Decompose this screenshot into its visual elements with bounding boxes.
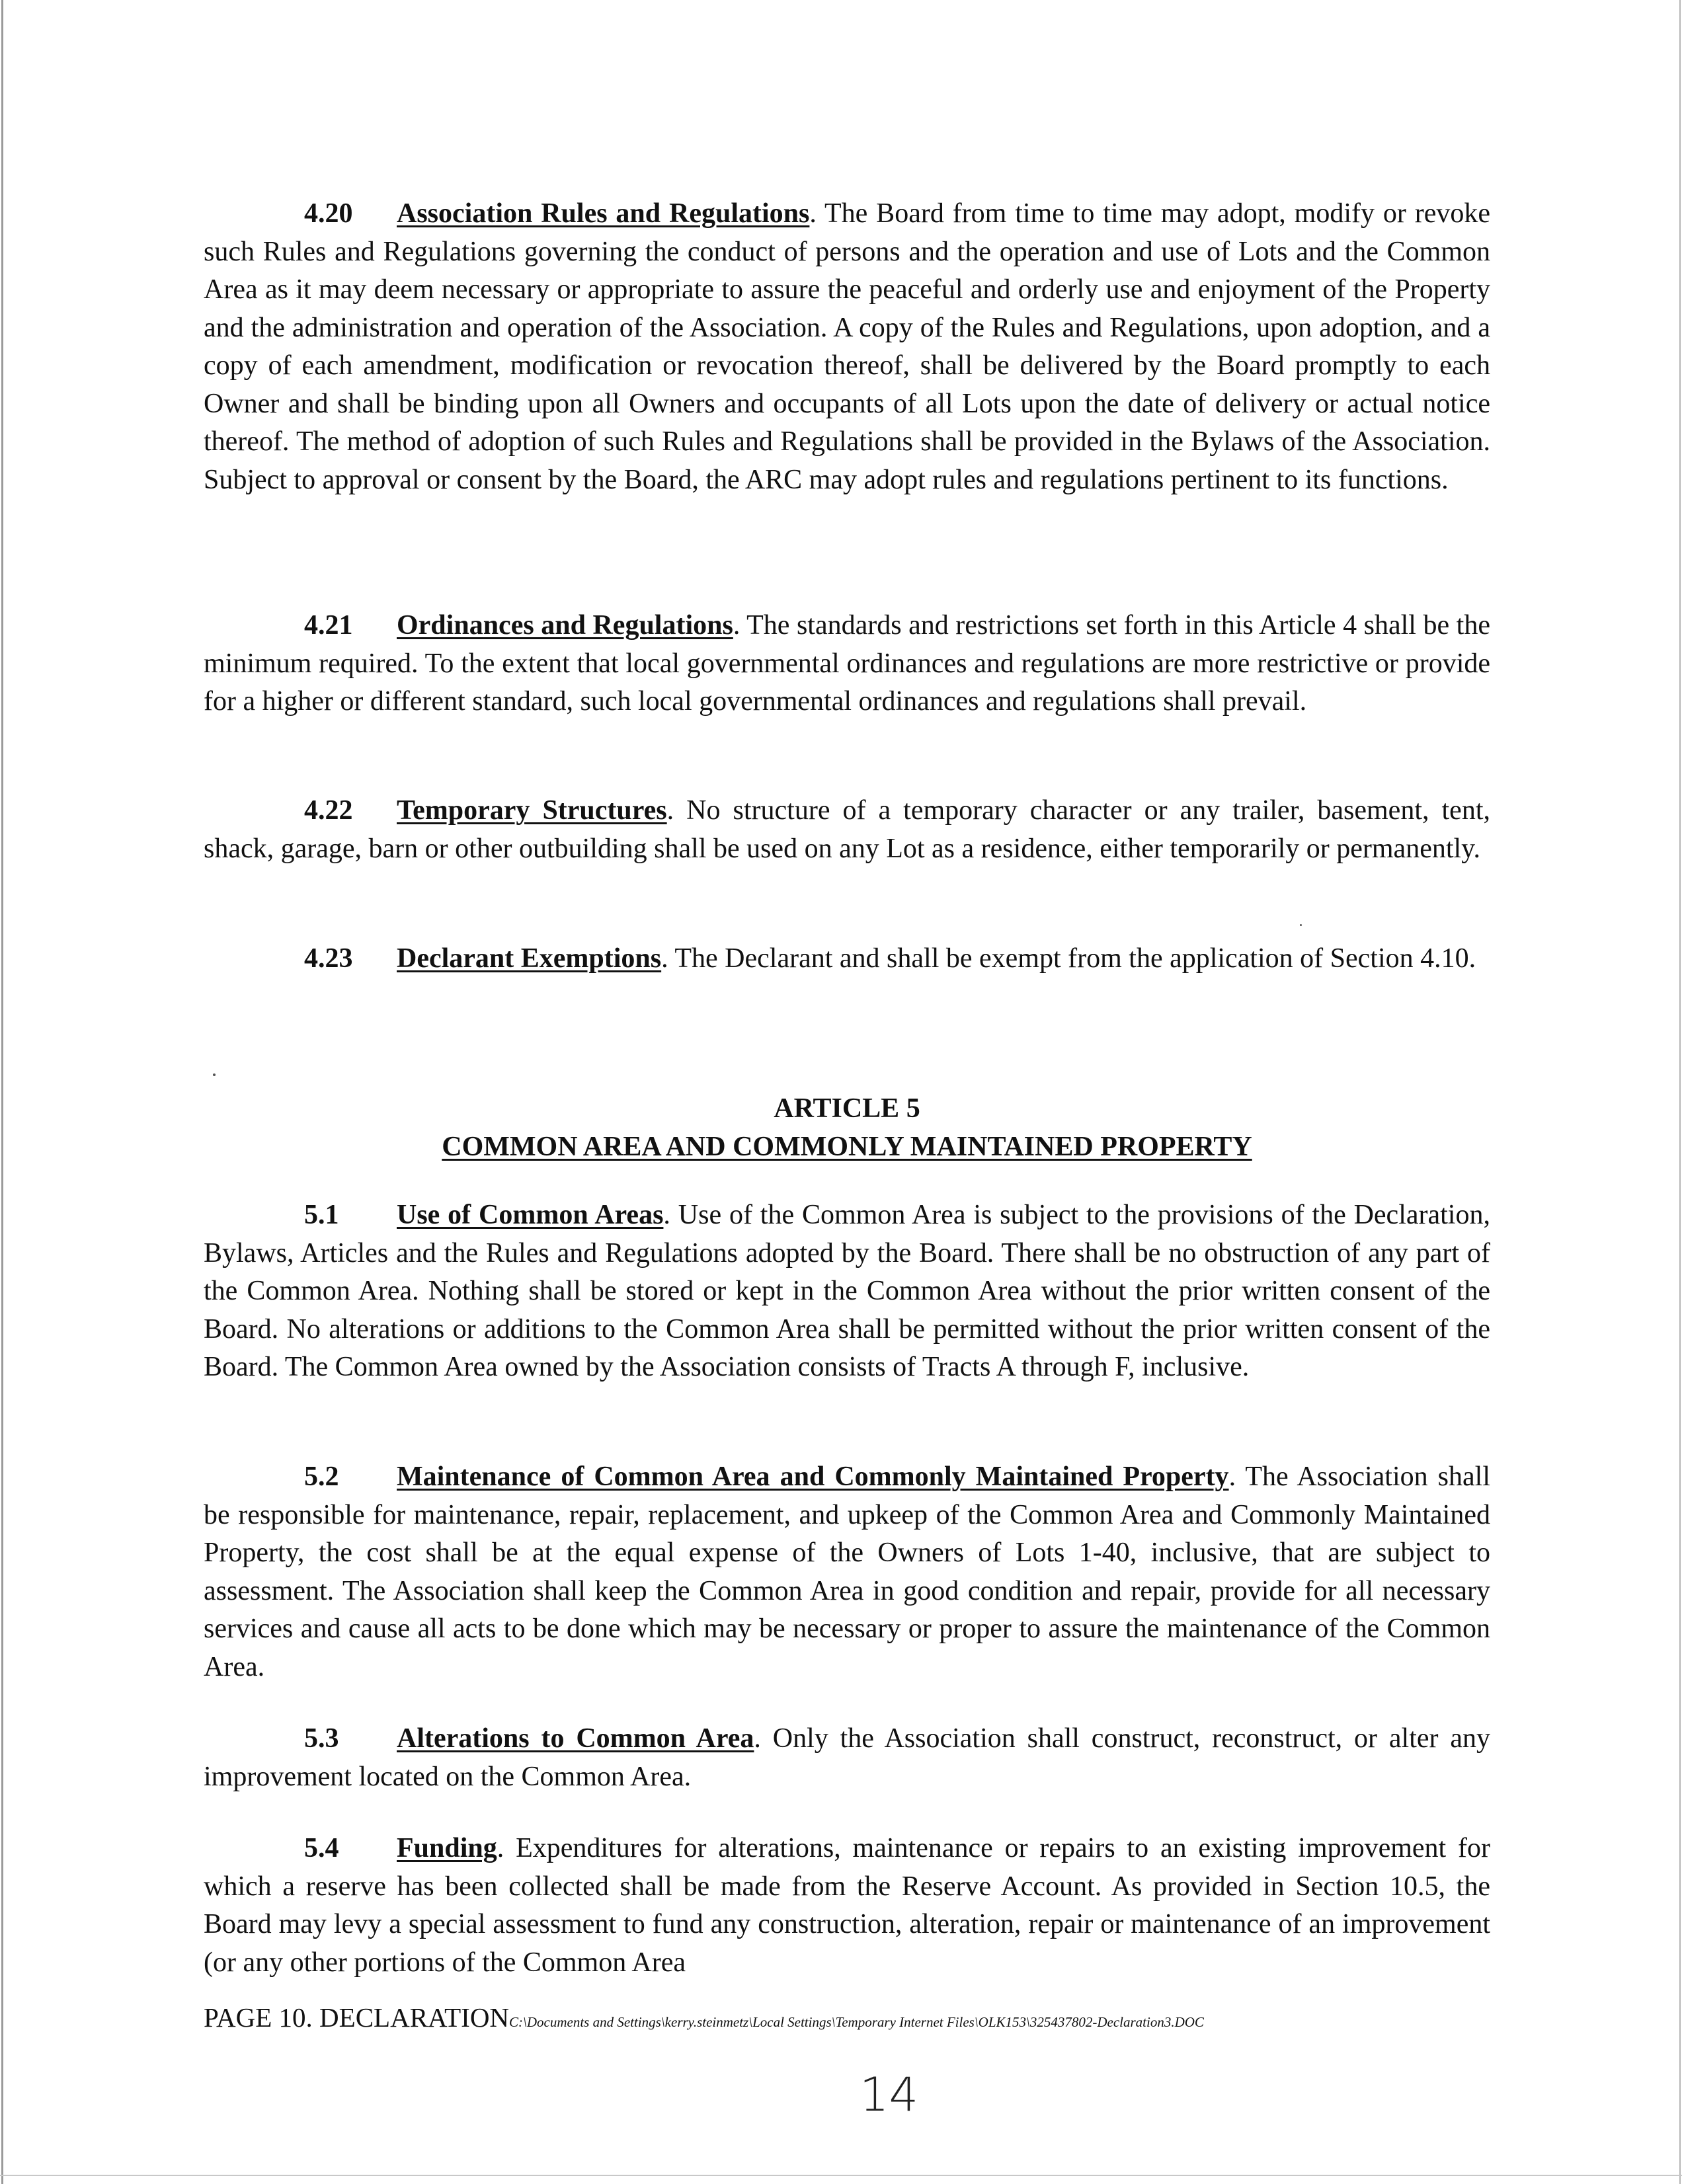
section-title: Use of Common Areas: [397, 1200, 664, 1230]
article-5-heading: ARTICLE 5: [774, 1093, 920, 1124]
section-body: . Expenditures for alterations, maintenance or repairs to an existing improvement for which a reserve has been collected shall be made from the Reserve Account. As provided in Section 10.5, the Board may levy a special assessment to fund any construction, alteration, repair or maintenance of an improvement (or any other portions of the Common Area: [204, 1833, 1490, 1978]
section-title: Alterations to Common Area: [397, 1723, 754, 1754]
article-5-title: COMMON AREA AND COMMONLY MAINTAINED PROPERTY: [442, 1132, 1252, 1162]
section-number: 5.2: [304, 1462, 339, 1492]
section-title: Funding: [397, 1833, 497, 1863]
scan-edge-left: [1, 0, 3, 2184]
footer-file-path: C:\Documents and Settings\kerry.steinmetz\Local Settings\Temporary Internet Files\OLK153\325437802-Declaration3.DOC: [509, 2014, 1204, 2030]
section-5-1: [204, 1196, 1490, 1387]
scan-speck: [1300, 924, 1302, 926]
section-4-23: [204, 940, 1490, 978]
article-5-subheading: [204, 1128, 1490, 1166]
section-number: 4.22: [304, 795, 353, 826]
section-number: 5.1: [304, 1200, 339, 1230]
section-body: . Only the Association shall construct, reconstruct, or alter any improvement located on the Common Area.: [204, 1723, 1490, 1792]
section-number: 5.4: [304, 1833, 339, 1863]
scan-speck: [213, 1073, 216, 1076]
page-footer: [204, 2002, 1579, 2033]
section-title: Ordinances and Regulations: [397, 610, 733, 641]
section-5-4: [204, 1830, 1490, 1982]
section-number: 5.3: [304, 1723, 339, 1754]
section-body: . The Association shall be responsible for maintenance, repair, replacement, and upkeep of the Common Area and Commonly Maintained Property, the cost shall be at the equal expense of the Owners of Lots 1-40, inclusive, that are subject to assessment. The Association shall keep the Common Area in good condition and repair, provide for all necessary services and cause all acts to be done which may be necessary or proper to assure the maintenance of the Common Area.: [204, 1462, 1490, 1682]
section-4-22: [204, 792, 1490, 868]
section-body: . The Board from time to time may adopt, modify or revoke such Rules and Regulations governing the conduct of persons and the operation and use of Lots and the Common Area as it may deem necessary or appropriate to assure the peaceful and orderly use and enjoyment of the Property and the administration and operation of the Association. A copy of the Rules and Regulations, upon adoption, and a copy of each amendment, modification or revocation thereof, shall be delivered by the Board promptly to each Owner and shall be binding upon all Owners and occupants of all Lots upon the date of delivery or actual notice thereof. The method of adoption of such Rules and Regulations shall be provided in the Bylaws of the Association. Subject to approval or consent by the Board, the ARC may adopt rules and regulations pertinent to its functions.: [204, 198, 1490, 495]
section-title: Temporary Structures: [397, 795, 667, 826]
section-title: Declarant Exemptions: [397, 943, 662, 974]
scan-edge-bottom: [0, 2175, 1682, 2176]
section-4-20: [204, 195, 1490, 499]
section-title: Maintenance of Common Area and Commonly Maintained Property: [397, 1462, 1229, 1492]
section-body: . The Declarant and shall be exempt from the application of Section 4.10.: [661, 943, 1476, 974]
section-title: Association Rules and Regulations: [397, 198, 810, 229]
section-body: . No structure of a temporary character or any trailer, basement, tent, shack, garage, barn or other outbuilding shall be used on any Lot as a residence, either temporarily or permanently.: [204, 795, 1490, 864]
section-number: 4.21: [304, 610, 353, 641]
section-5-2: [204, 1458, 1490, 1686]
section-body: . The standards and restrictions set forth in this Article 4 shall be the minimum required. To the extent that local governmental ordinances and regulations are more restrictive or provide for a higher or different standard, such local governmental ordinances and regulations shall prevail.: [204, 610, 1490, 717]
section-number: 4.20: [304, 198, 353, 229]
section-number: 4.23: [304, 943, 353, 974]
handwritten-page-number: 14: [860, 2068, 919, 2122]
footer-label: PAGE 10. DECLARATION: [204, 2002, 510, 2033]
section-5-3: [204, 1720, 1490, 1796]
section-4-21: [204, 607, 1490, 721]
section-body: . Use of the Common Area is subject to the provisions of the Declaration, Bylaws, Articles and the Rules and Regulations adopted by the Board. There shall be no obstruction of any part of the Common Area. Nothing shall be stored or kept in the Common Area without the prior written consent of the Board. No alterations or additions to the Common Area shall be permitted without the prior written consent of the Board. The Common Area owned by the Association consists of Tracts A through F, inclusive.: [204, 1200, 1490, 1382]
scan-edge-right: [1679, 0, 1681, 2184]
